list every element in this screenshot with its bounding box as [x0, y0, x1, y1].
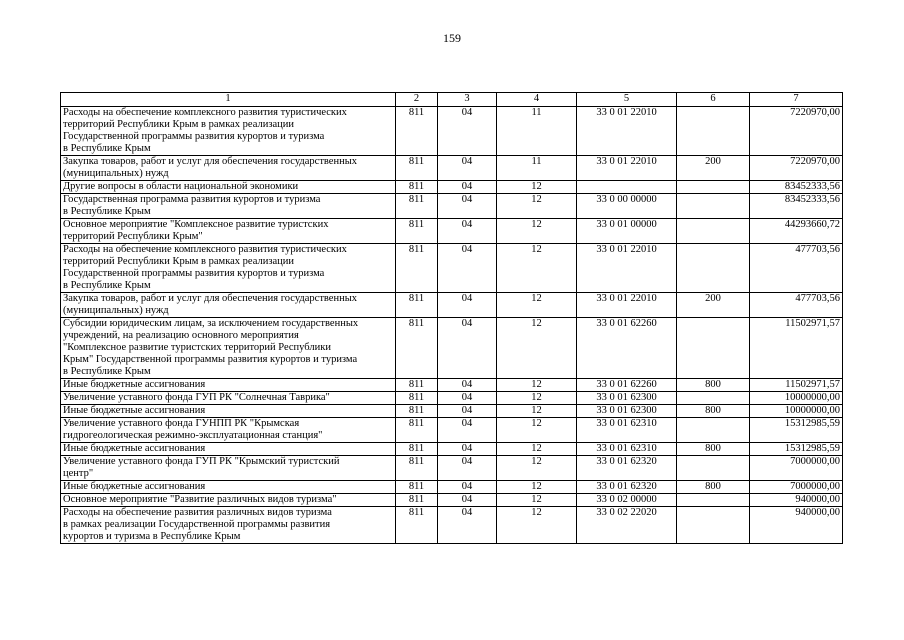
item-name-line: "Комплексное развитие туристских территорий Республики	[63, 342, 331, 353]
expense-type-cell: 200	[677, 293, 750, 318]
item-name-line: Государственная программа развития курортов и туризма	[63, 194, 321, 205]
ministry-code-cell: 811	[396, 379, 438, 392]
item-name-line: Иные бюджетные ассигнования	[63, 405, 206, 416]
expense-type-cell: 800	[677, 405, 750, 418]
subsection-code-cell: 12	[497, 219, 577, 244]
amount-cell: 10000000,00	[750, 405, 843, 418]
amount-cell: 44293660,72	[750, 219, 843, 244]
section-code-cell: 04	[438, 507, 497, 544]
item-name-cell	[61, 392, 396, 405]
item-name-line: учреждений, на реализацию основного мероприятия	[63, 330, 299, 341]
amount-cell: 477703,56	[750, 244, 843, 293]
target-article-cell: 33 0 02 00000	[577, 494, 677, 507]
section-code-cell: 04	[438, 219, 497, 244]
ministry-code-cell: 811	[396, 318, 438, 379]
item-name-line: Основное мероприятие "Комплексное развитие туристских	[63, 219, 329, 230]
table-row	[61, 405, 843, 418]
expense-type-cell	[677, 194, 750, 219]
item-name-cell	[61, 494, 396, 507]
budget-table	[60, 92, 843, 544]
subsection-code-cell: 12	[497, 418, 577, 443]
section-code-cell: 04	[438, 379, 497, 392]
table-row	[61, 156, 843, 181]
expense-type-cell	[677, 244, 750, 293]
target-article-cell: 33 0 01 22010	[577, 293, 677, 318]
item-name-line: территорий Республики Крым в рамках реализации	[63, 119, 294, 130]
target-article-cell: 33 0 01 22010	[577, 156, 677, 181]
ministry-code-cell: 811	[396, 481, 438, 494]
column-header: 4	[497, 93, 577, 107]
subsection-code-cell: 12	[497, 293, 577, 318]
amount-cell: 15312985,59	[750, 418, 843, 443]
section-code-cell: 04	[438, 156, 497, 181]
subsection-code-cell: 12	[497, 481, 577, 494]
amount-cell: 940000,00	[750, 494, 843, 507]
item-name-line: Основное мероприятие "Развитие различных видов туризма"	[63, 494, 337, 505]
table-row	[61, 481, 843, 494]
table-row	[61, 244, 843, 293]
amount-cell: 83452333,56	[750, 194, 843, 219]
item-name-line: территорий Республики Крым в рамках реализации	[63, 256, 294, 267]
target-article-cell: 33 0 01 22010	[577, 244, 677, 293]
column-header: 6	[677, 93, 750, 107]
table-row	[61, 194, 843, 219]
item-name-cell	[61, 507, 396, 544]
item-name-line: Увеличение уставного фонда ГУП РК "Солнечная Таврика"	[63, 392, 330, 403]
table-row	[61, 379, 843, 392]
target-article-cell: 33 0 01 22010	[577, 107, 677, 156]
table-row	[61, 507, 843, 544]
ministry-code-cell: 811	[396, 456, 438, 481]
target-article-cell	[577, 181, 677, 194]
expense-type-cell: 800	[677, 443, 750, 456]
subsection-code-cell: 12	[497, 194, 577, 219]
item-name-cell	[61, 318, 396, 379]
subsection-code-cell: 12	[497, 494, 577, 507]
subsection-code-cell: 12	[497, 392, 577, 405]
amount-cell: 477703,56	[750, 293, 843, 318]
subsection-code-cell: 12	[497, 379, 577, 392]
amount-cell: 7220970,00	[750, 107, 843, 156]
item-name-line: Иные бюджетные ассигнования	[63, 379, 206, 390]
amount-cell: 7000000,00	[750, 456, 843, 481]
item-name-line: гидрогеологическая режимно-эксплуатационная станция"	[63, 430, 323, 441]
table-row	[61, 443, 843, 456]
section-code-cell: 04	[438, 481, 497, 494]
table-row	[61, 418, 843, 443]
table-row	[61, 494, 843, 507]
amount-cell: 15312985,59	[750, 443, 843, 456]
expense-type-cell: 800	[677, 481, 750, 494]
section-code-cell: 04	[438, 418, 497, 443]
column-header: 2	[396, 93, 438, 107]
target-article-cell: 33 0 01 00000	[577, 219, 677, 244]
amount-cell: 940000,00	[750, 507, 843, 544]
column-header: 3	[438, 93, 497, 107]
item-name-cell	[61, 379, 396, 392]
section-code-cell: 04	[438, 494, 497, 507]
expense-type-cell	[677, 494, 750, 507]
amount-cell: 11502971,57	[750, 318, 843, 379]
target-article-cell: 33 0 01 62300	[577, 405, 677, 418]
item-name-cell	[61, 481, 396, 494]
item-name-line: (муниципальных) нужд	[63, 168, 169, 179]
item-name-line: Расходы на обеспечение комплексного развития туристических	[63, 107, 347, 118]
target-article-cell: 33 0 01 62320	[577, 456, 677, 481]
expense-type-cell	[677, 392, 750, 405]
ministry-code-cell: 811	[396, 494, 438, 507]
target-article-cell: 33 0 01 62310	[577, 443, 677, 456]
ministry-code-cell: 811	[396, 405, 438, 418]
ministry-code-cell: 811	[396, 293, 438, 318]
ministry-code-cell: 811	[396, 244, 438, 293]
item-name-line: Увеличение уставного фонда ГУНПП РК "Крымская	[63, 418, 300, 429]
column-header: 1	[61, 93, 396, 107]
item-name-line: Увеличение уставного фонда ГУП РК "Крымский туристский	[63, 456, 340, 467]
subsection-code-cell: 12	[497, 443, 577, 456]
expense-type-cell	[677, 318, 750, 379]
item-name-line: Государственной программы развития курортов и туризма	[63, 131, 325, 142]
target-article-cell: 33 0 01 62260	[577, 379, 677, 392]
subsection-code-cell: 12	[497, 507, 577, 544]
section-code-cell: 04	[438, 392, 497, 405]
ministry-code-cell: 811	[396, 156, 438, 181]
section-code-cell: 04	[438, 194, 497, 219]
item-name-cell	[61, 443, 396, 456]
item-name-line: в Республике Крым	[63, 143, 151, 154]
item-name-cell	[61, 293, 396, 318]
amount-cell: 83452333,56	[750, 181, 843, 194]
item-name-line: Иные бюджетные ассигнования	[63, 481, 206, 492]
column-header: 5	[577, 93, 677, 107]
table-row	[61, 456, 843, 481]
item-name-line: Расходы на обеспечение развития различных видов туризма	[63, 507, 332, 518]
section-code-cell: 04	[438, 293, 497, 318]
subsection-code-cell: 11	[497, 107, 577, 156]
item-name-line: Другие вопросы в области национальной экономики	[63, 181, 299, 192]
subsection-code-cell: 12	[497, 181, 577, 194]
section-code-cell: 04	[438, 405, 497, 418]
item-name-line: в Республике Крым	[63, 280, 151, 291]
item-name-cell	[61, 181, 396, 194]
subsection-code-cell: 12	[497, 405, 577, 418]
ministry-code-cell: 811	[396, 194, 438, 219]
item-name-cell	[61, 107, 396, 156]
item-name-line: (муниципальных) нужд	[63, 305, 169, 316]
section-code-cell: 04	[438, 244, 497, 293]
ministry-code-cell: 811	[396, 219, 438, 244]
item-name-line: в рамках реализации Государственной программы развития	[63, 519, 331, 530]
item-name-line: Закупка товаров, работ и услуг для обеспечения государственных	[63, 293, 358, 304]
header-row	[61, 93, 843, 107]
section-code-cell: 04	[438, 107, 497, 156]
expense-type-cell: 200	[677, 156, 750, 181]
section-code-cell: 04	[438, 443, 497, 456]
expense-type-cell	[677, 456, 750, 481]
target-article-cell: 33 0 01 62320	[577, 481, 677, 494]
item-name-cell	[61, 244, 396, 293]
section-code-cell: 04	[438, 181, 497, 194]
target-article-cell: 33 0 02 22020	[577, 507, 677, 544]
amount-cell: 7000000,00	[750, 481, 843, 494]
item-name-line: Крым" Государственной программы развития курортов и туризма	[63, 354, 358, 365]
item-name-line: курортов и туризма в Республике Крым	[63, 531, 241, 542]
section-code-cell: 04	[438, 318, 497, 379]
table-row	[61, 392, 843, 405]
item-name-line: в Республике Крым	[63, 206, 151, 217]
subsection-code-cell: 11	[497, 156, 577, 181]
table-row	[61, 293, 843, 318]
expense-type-cell: 800	[677, 379, 750, 392]
expense-type-cell	[677, 507, 750, 544]
subsection-code-cell: 12	[497, 318, 577, 379]
ministry-code-cell: 811	[396, 107, 438, 156]
section-code-cell: 04	[438, 456, 497, 481]
item-name-cell	[61, 405, 396, 418]
amount-cell: 7220970,00	[750, 156, 843, 181]
expense-type-cell	[677, 181, 750, 194]
expense-type-cell	[677, 107, 750, 156]
item-name-cell	[61, 194, 396, 219]
item-name-line: Государственной программы развития курортов и туризма	[63, 268, 325, 279]
column-header: 7	[750, 93, 843, 107]
item-name-line: Субсидии юридическим лицам, за исключением государственных	[63, 318, 359, 329]
table-row	[61, 318, 843, 379]
ministry-code-cell: 811	[396, 443, 438, 456]
subsection-code-cell: 12	[497, 244, 577, 293]
ministry-code-cell: 811	[396, 418, 438, 443]
ministry-code-cell: 811	[396, 392, 438, 405]
table-row	[61, 219, 843, 244]
subsection-code-cell: 12	[497, 456, 577, 481]
ministry-code-cell: 811	[396, 181, 438, 194]
item-name-line: Расходы на обеспечение комплексного развития туристических	[63, 244, 347, 255]
item-name-cell	[61, 418, 396, 443]
item-name-cell	[61, 456, 396, 481]
item-name-cell	[61, 156, 396, 181]
table-row	[61, 181, 843, 194]
expense-type-cell	[677, 418, 750, 443]
item-name-line: в Республике Крым	[63, 366, 151, 377]
page-number: 159	[443, 31, 461, 45]
expense-type-cell	[677, 219, 750, 244]
item-name-line: территорий Республики Крым"	[63, 231, 203, 242]
target-article-cell: 33 0 01 62260	[577, 318, 677, 379]
target-article-cell: 33 0 01 62310	[577, 418, 677, 443]
amount-cell: 10000000,00	[750, 392, 843, 405]
target-article-cell: 33 0 00 00000	[577, 194, 677, 219]
item-name-line: Иные бюджетные ассигнования	[63, 443, 206, 454]
target-article-cell: 33 0 01 62300	[577, 392, 677, 405]
item-name-line: центр"	[63, 468, 94, 479]
ministry-code-cell: 811	[396, 507, 438, 544]
amount-cell: 11502971,57	[750, 379, 843, 392]
item-name-line: Закупка товаров, работ и услуг для обеспечения государственных	[63, 156, 358, 167]
table-row	[61, 107, 843, 156]
item-name-cell	[61, 219, 396, 244]
